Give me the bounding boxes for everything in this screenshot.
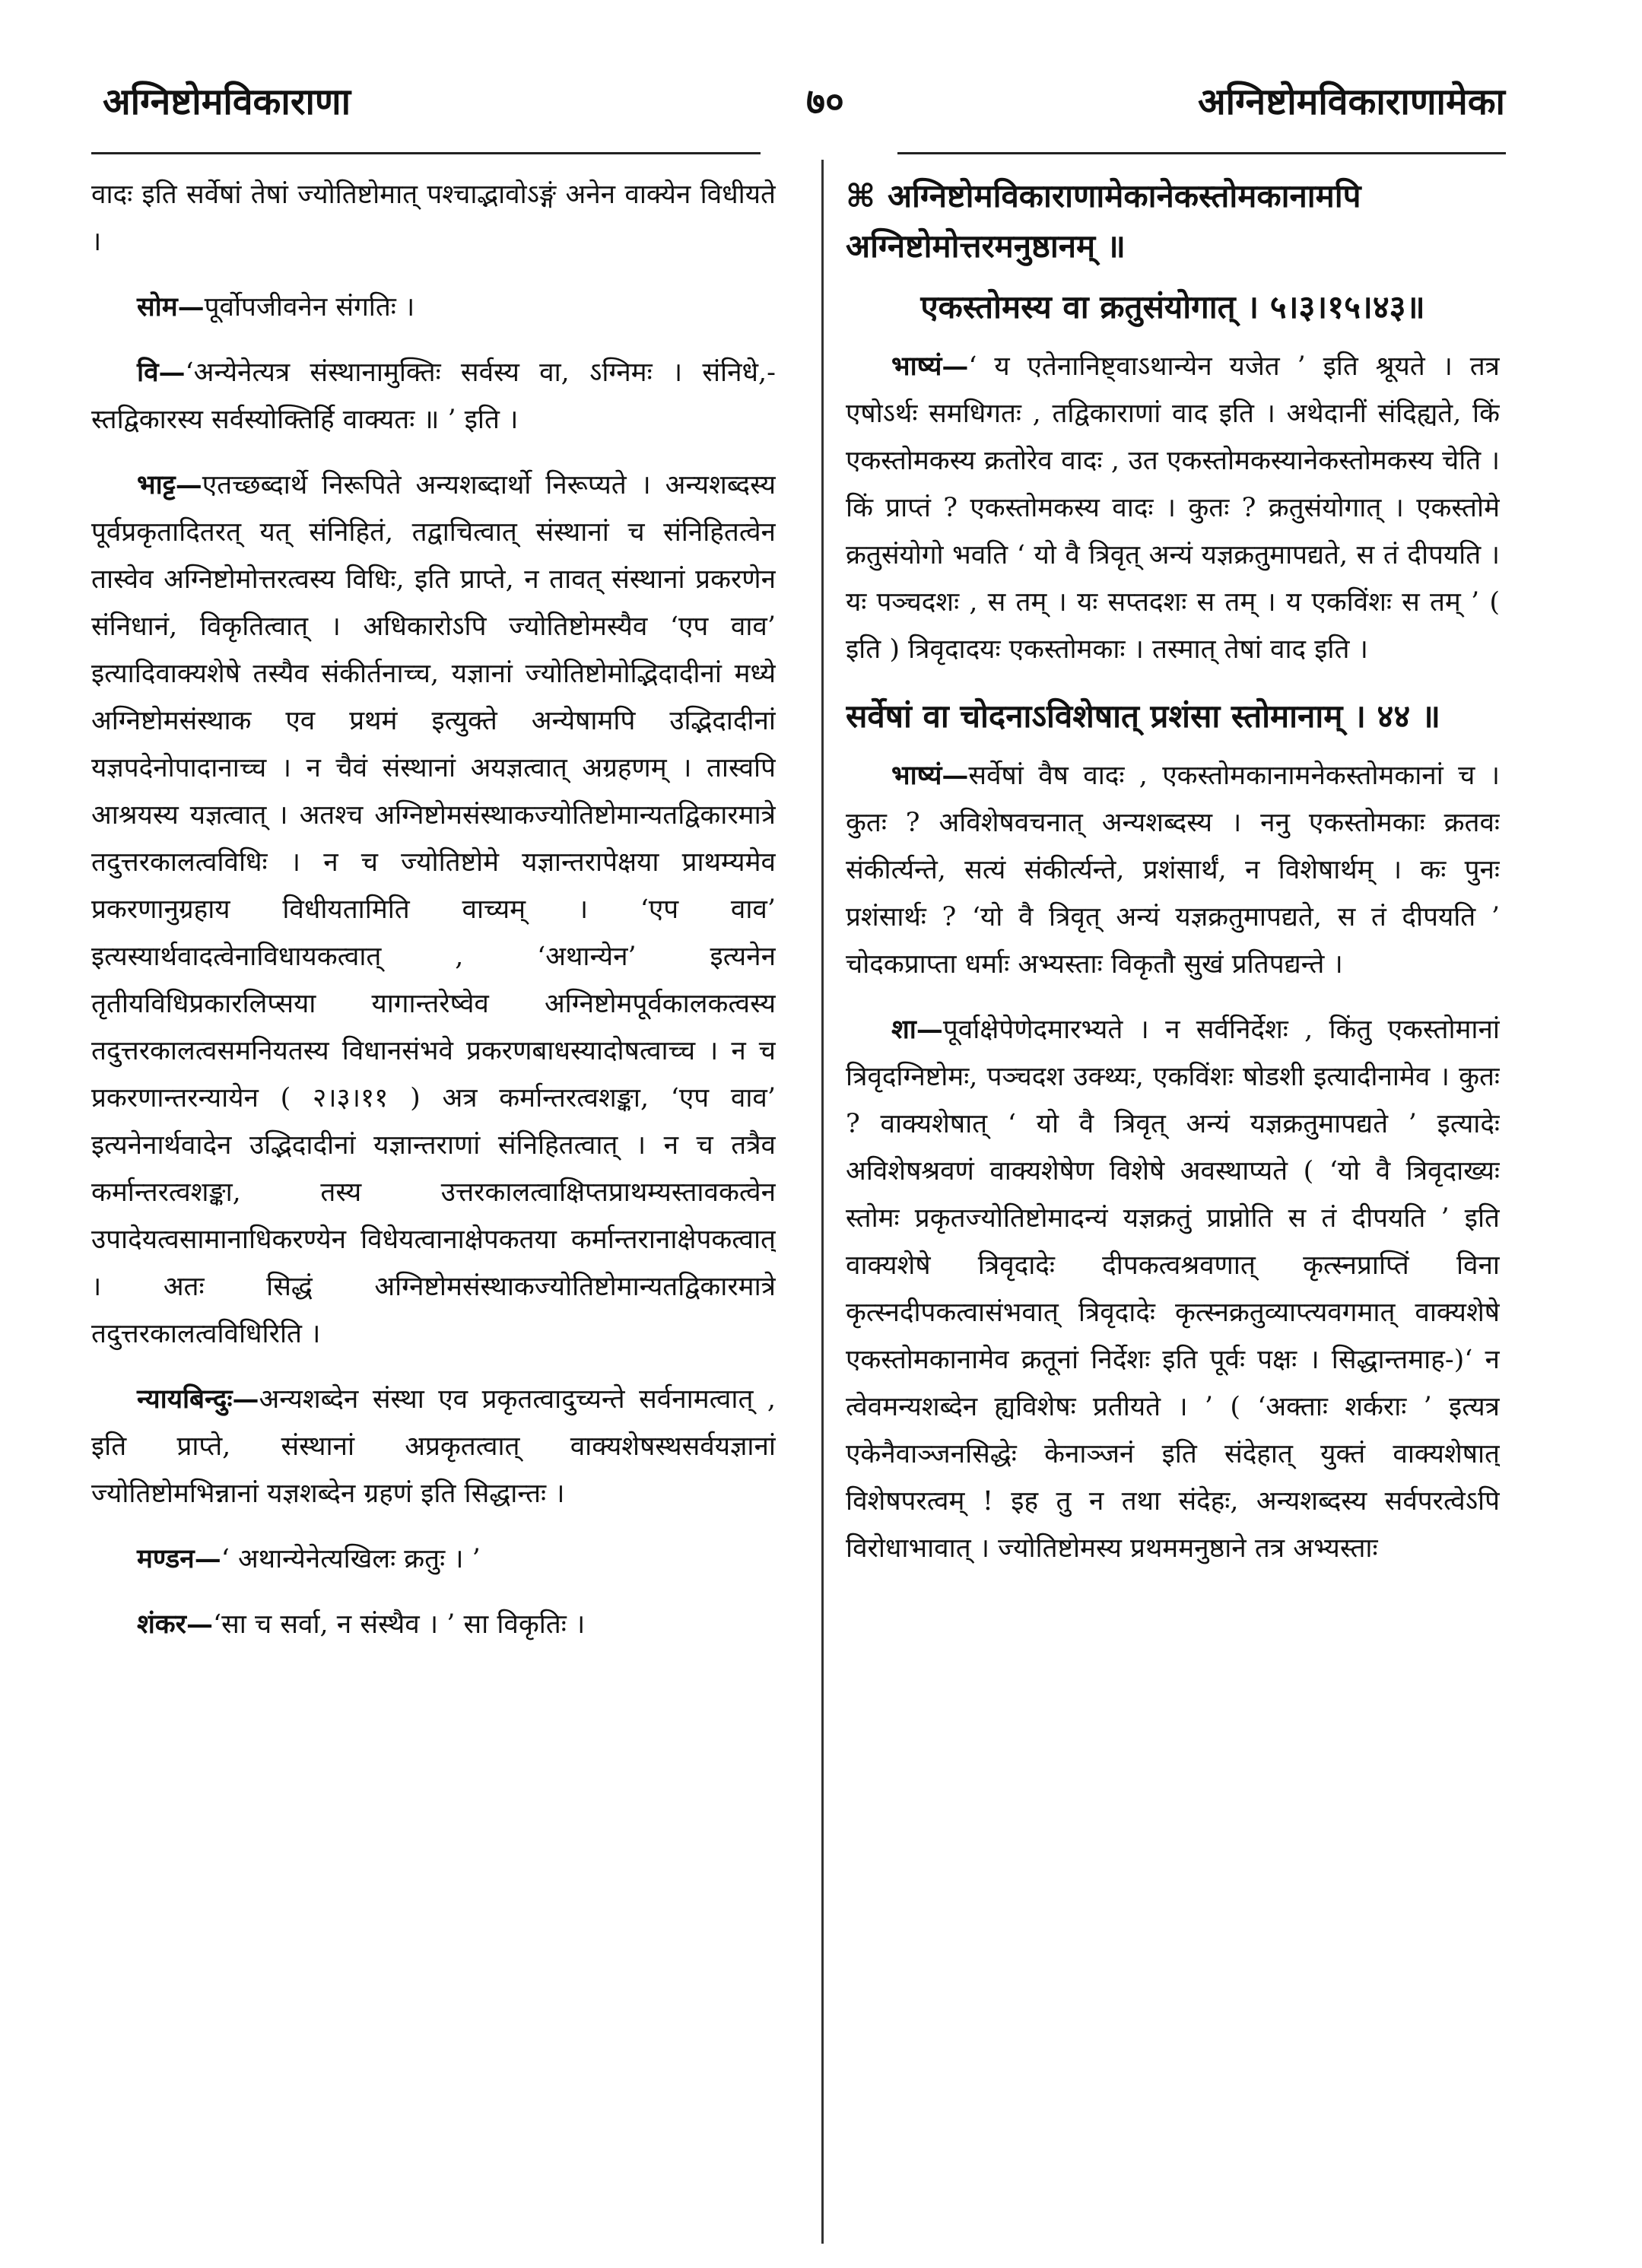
right-column [846, 171, 1500, 2240]
left-column [91, 171, 776, 2240]
bhatta-text: एतच्छब्दार्थे निरूपिते अन्यशब्दार्थो निरूप्यते । अन्यशब्दस्य पूर्वप्रकृतादितरत् यत् संनिहितं, तद्वाचित्वात् संस्थानां च संनिहितत्वेन तास्वेव अग्निष्टोमोत्तरत्वस्य विधिः, इति प्राप्ते, न तावत् संस्थानां प्रकरणेन संनिधानं, विकृतित्वात् । अधिकारोऽपि ज्योतिष्टोमस्यैव ‘एप वाव’ इत्यादिवाक्यशेषे तस्यैव संकीर्तनाच्च, यज्ञानां ज्योतिष्टोमोद्भिदादीनां मध्ये अग्निष्टोमसंस्थाक एव प्रथमं इत्युक्ते अन्येषामपि उद्भिदादीनां यज्ञपदेनोपादानाच्च । न चैवं संस्थानां अयज्ञत्वात् अग्रहणम् । तास्वपि आश्रयस्य यज्ञत्वात् । अतश्च अग्निष्टोमसंस्थाकज्योतिष्टोमान्यतद्विकारमात्रे तदुत्तरकालत्वविधिः । न च ज्योतिष्टोमे यज्ञान्तरापेक्षया प्राथम्यमेव प्रकरणानुग्रहाय विधीयतामिति वाच्यम् । ‘एप वाव’ इत्यस्यार्थवादत्वेनाविधायकत्वात् , ‘अथान्येन’ इत्यनेन तृतीयविधिप्रकारलिप्सया यागान्तरेष्वेव अग्निष्टोमपूर्वकालकत्वस्य तदुत्तरकालत्वसमनियतस्य विधानसंभवे प्रकरणबाधस्यादोषत्वाच्च । न च प्रकरणान्तरन्यायेन ( २।३।११ ) अत्र कर्मान्तरत्वशङ्का, ‘एप वाव’ इत्यनेनार्थवादेन उद्भिदादीनां यज्ञान्तराणां संनिहितत्वात् । न च तत्रैव कर्मान्तरत्वशङ्का, तस्य उत्तरकालत्वाक्षिप्तप्राथम्यस्तावकत्वेन उपादेयत्वसामानाधिकरण्येन विधेयत्वानाक्षेपकतया कर्मान्तरानाक्षेपकत्वात् । अतः सिद्धं अग्निष्टोमसंस्थाकज्योतिष्टोमान्यतद्विकारमात्रे तदुत्तरकालत्वविधिरिति । [91, 470, 776, 1349]
shankara-comment [91, 1601, 776, 1648]
nyayabindu-label: न्यायबिन्दुः— [137, 1383, 259, 1415]
page-number: ७० [806, 81, 844, 123]
bhashya-2-text: सर्वेषां वैष वादः , एकस्तोमकानामनेकस्तोमकानां च । कुतः ? अविशेषवचनात् अन्यशब्दस्य । ननु एकस्तोमकाः क्रतवः संकीर्त्यन्ते, सत्यं संकीर्त्यन्ते, प्रशंसार्थं, न विशेषार्थम् । कः पुनः प्रशंसार्थः ? ‘यो वै त्रिवृत् अन्यं यज्ञक्रतुमापद्यते, स तं दीपयति ’ चोदकप्राप्ता धर्माः अभ्यस्ताः विकृतौ सुखं प्रतिपद्यन्ते । [846, 761, 1500, 980]
shabara-text: पूर्वाक्षेपेणेदमारभ्यते । न सर्वनिर्देशः , किंतु एकस्तोमानां त्रिवृदग्निष्टोमः, पञ्चदश उक्थ्यः, एकविंशः षोडशी इत्यादीनामेव । कुतः ? वाक्यशेषात् ‘ यो वै त्रिवृत् अन्यं यज्ञक्रतुमापद्यते ’ इत्यादेः अविशेषश्रवणं वाक्यशेषेण विशेषे अवस्थाप्यते ( ‘यो वै त्रिवृदाख्यः स्तोमः प्रकृतज्योतिष्टोमादन्यं यज्ञक्रतुं प्राप्नोति स तं दीपयति ’ इति वाक्यशेषे त्रिवृदादेः दीपकत्वश्रवणात् कृत्स्नप्राप्तिं विना कृत्स्नदीपकत्वासंभवात् त्रिवृदादेः कृत्स्नक्रतुव्याप्त्यवगमात् वाक्यशेषे एकस्तोमकानामेव क्रतूनां निर्देशः इति पूर्वः पक्षः । सिद्धान्तमाह-)‘ न त्वेवमन्यशब्देन ह्यविशेषः प्रतीयते । ’ ( ‘अक्ताः शर्कराः ’ इत्यत्र एकेनैवाञ्जनसिद्धेः केनाञ्जनं इति संदेहात् युक्तं वाक्यशेषात् विशेषपरत्वम् ! इह तु न तथा संदेहः, अन्यशब्दस्य सर्वपरत्वेऽपि विरोधाभावात् । ज्योतिष्टोमस्य प्रथममनुष्ठाने तत्र अभ्यस्ताः [846, 1015, 1500, 1564]
running-header-left: अग्निष्टोमविकाराणा [103, 81, 351, 123]
bhashya-2-label: भाष्यं— [891, 760, 969, 791]
header-rule-right [897, 152, 1506, 154]
bhatta-label: भाट्ट— [137, 469, 202, 500]
vi-text: ‘अन्येनेत्यत्र संस्थानामुक्तिः सर्वस्य वा, ऽग्निमः । संनिधे,-स्तद्विकारस्य सर्वस्योक्तिर्हि वाक्यतः ॥ ’ इति । [91, 357, 776, 435]
mandana-text: ‘ अथान्येनेत्यखिलः क्रतुः । ’ [221, 1544, 481, 1574]
bhashya-1-label: भाष्यं— [891, 351, 969, 382]
mandana-comment [91, 1536, 776, 1583]
mandana-label: मण्डन— [137, 1543, 221, 1574]
bhatta-comment [91, 462, 776, 1358]
vi-comment [91, 349, 776, 443]
section-heading-text: अग्निष्टोमविकाराणामेकानेकस्तोमकानामपि अग्निष्टोमोत्तरमनुष्ठानम् ॥ [846, 177, 1361, 265]
nyayabindu-comment [91, 1376, 776, 1517]
nyayabindu-text: अन्यशब्देन संस्था एव प्रकृतत्वादुच्यन्ते सर्वनामत्वात् , इति प्राप्ते, संस्थानां अप्रकृतत्वात् वाक्यशेषस्थसर्वयज्ञानां ज्योतिष्टोमभिन्नानां यज्ञशब्देन ग्रहणं इति सिद्धान्तः । [91, 1384, 776, 1509]
section-heading [846, 171, 1500, 272]
sutra-44: सर्वेषां वा चोदनाऽविशेषात् प्रशंसा स्तोमानाम् । ४४ ॥ [846, 697, 1440, 735]
soma-label: सोम— [137, 291, 205, 322]
soma-comment [91, 284, 776, 331]
shabara-comment [846, 1006, 1500, 1572]
section-mark-icon: ⌘ [846, 177, 875, 214]
soma-text: पूर्वोपजीवनेन संगतिः । [204, 292, 415, 322]
sutra-43: एकस्तोमस्य वा क्रतुसंयोगात् । ५।३।१५।४३॥ [920, 288, 1425, 326]
shankara-label: शंकर— [137, 1609, 213, 1640]
bhashya-1-text: ‘ य एतेनानिष्ट्वाऽथान्येन यजेत ’ इति श्रूयते । तत्र एषोऽर्थः समधिगतः , तद्विकाराणां वाद इति । अथेदानीं संदिह्यते, किं एकस्तोमकस्य क्रतोरेव वादः , उत एकस्तोमकस्यानेकस्तोमकस्य चेति । किं प्राप्तं ? एकस्तोमकस्य वादः । कुतः ? क्रतुसंयोगात् । एकस्तोमे क्रतुसंयोगो भवति ‘ यो वै त्रिवृत् अन्यं यज्ञक्रतुमापद्यते, स तं दीपयति । यः पञ्चदशः , स तम् । यः सप्तदशः स तम् । य एकविंशः स तम् ’ ( इति ) त्रिवृदादयः एकस्तोमकाः । तस्मात् तेषां वाद इति । [846, 351, 1500, 665]
bhashya-1 [846, 343, 1500, 673]
running-header-right: अग्निष्टोमविकाराणामेका [1197, 81, 1505, 123]
vi-label: वि— [137, 357, 186, 388]
bhashya-2 [846, 752, 1500, 988]
shabara-label: शा— [891, 1014, 943, 1045]
left-paragraph-1: वादः इति सर्वेषां तेषां ज्योतिष्टोमात् पश्चाद्भावोऽङ्गं अनेन वाक्येन विधीयते । [91, 179, 776, 257]
shankara-text: ‘सा च सर्वा, न संस्थैव । ’ सा विकृतिः । [213, 1609, 586, 1640]
header-rule-left [91, 152, 761, 154]
column-divider [821, 160, 824, 2244]
